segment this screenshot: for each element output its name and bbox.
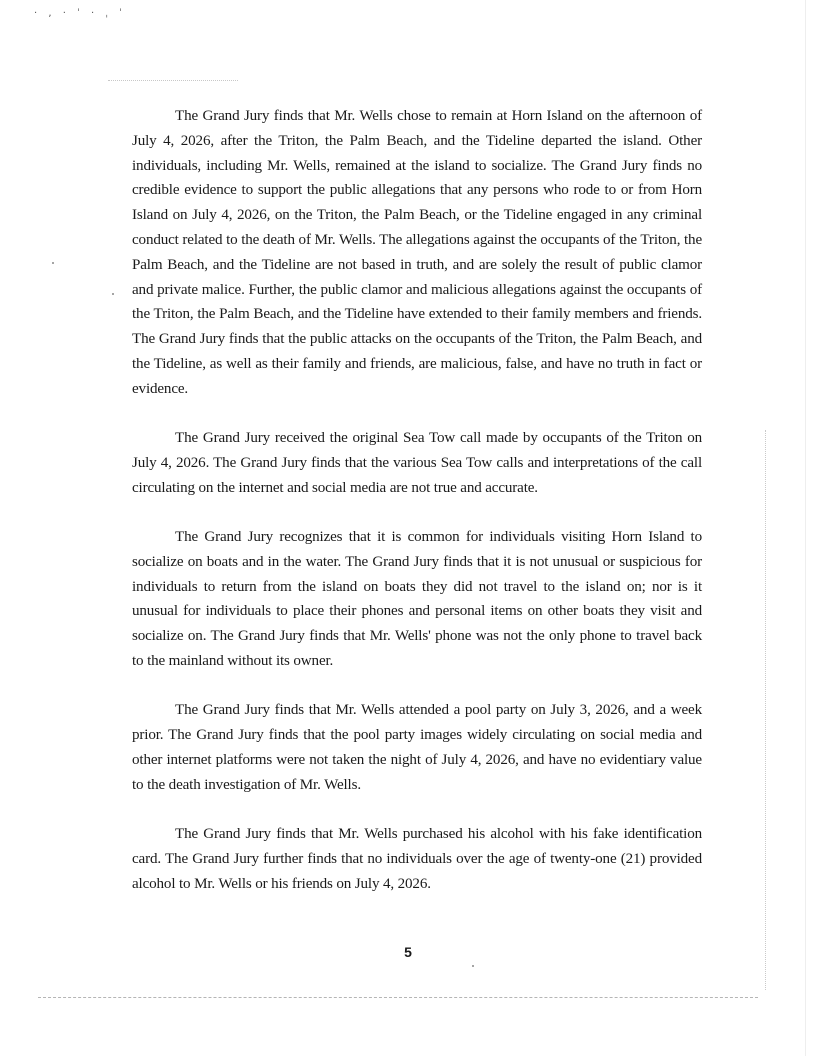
- paragraph-pool-party: The Grand Jury finds that Mr. Wells attended a pool party on July 3, 2026, and a week prior. The Grand Jury finds that the pool party images widely circulating on social media and other internet platforms were not taken the night of July 4, 2026, and have no evidentiary value to the death investigation of Mr. Wells.: [132, 702, 702, 793]
- document-body: [132, 104, 702, 921]
- scan-right-edge: [765, 430, 766, 990]
- scan-top-rule: [108, 80, 238, 81]
- scan-dot: [472, 965, 474, 967]
- scan-specks: · , · ˈ · ˌ ˈ: [34, 8, 127, 19]
- scan-bottom-rule: [38, 997, 758, 998]
- paragraph-horn-island-findings: The Grand Jury finds that Mr. Wells chose to remain at Horn Island on the afternoon of July 4, 2026, after the Triton, the Palm Beach, and the Tideline departed the island. Other individuals, including Mr. Wells, remained at the island to socialize. The Grand Jury finds no credible evidence to support the public allegations that any persons who rode to or from Horn Island on July 4, 2026, on the Triton, the Palm Beach, or the Tideline engaged in any criminal conduct related to the death of Mr. Wells. The allegations against the occupants of the Triton, the Palm Beach, and the Tideline are not based in truth, and are solely the result of public clamor and private malice. Further, the public clamor and malicious allegations against the occupants of the Triton, the Palm Beach, and the Tideline have extended to their family members and friends. The Grand Jury finds that the public attacks on the occupants of the Triton, the Palm Beach, and the Tideline, as well as their family and friends, are malicious, false, and have no truth in fact or evidence.: [132, 108, 702, 397]
- page-number: 5: [404, 944, 412, 960]
- scan-page-edge: [805, 0, 806, 1056]
- paragraph-sea-tow-call: The Grand Jury received the original Sea Tow call made by occupants of the Triton on July 4, 2026. The Grand Jury finds that the various Sea Tow calls and interpretations of the call circulating on the internet and social media are not true and accurate.: [132, 430, 702, 496]
- paragraph-alcohol: The Grand Jury finds that Mr. Wells purchased his alcohol with his fake identification card. The Grand Jury further finds that no individuals over the age of twenty-one (21) provided alcohol to Mr. Wells or his friends on July 4, 2026.: [132, 825, 702, 892]
- paragraph-boats-and-phones: The Grand Jury recognizes that it is common for individuals visiting Horn Island to socialize on boats and in the water. The Grand Jury finds that it is not unusual or suspicious for individuals to return from the island on boats they did not travel to the island on; nor is it unusual for individuals to place their phones and personal items on other boats they visit and socialize on. The Grand Jury finds that Mr. Wells' phone was not the only phone to travel back to the mainland without its owner.: [132, 528, 702, 669]
- scan-dot: [112, 293, 114, 295]
- scan-dot: [52, 262, 54, 264]
